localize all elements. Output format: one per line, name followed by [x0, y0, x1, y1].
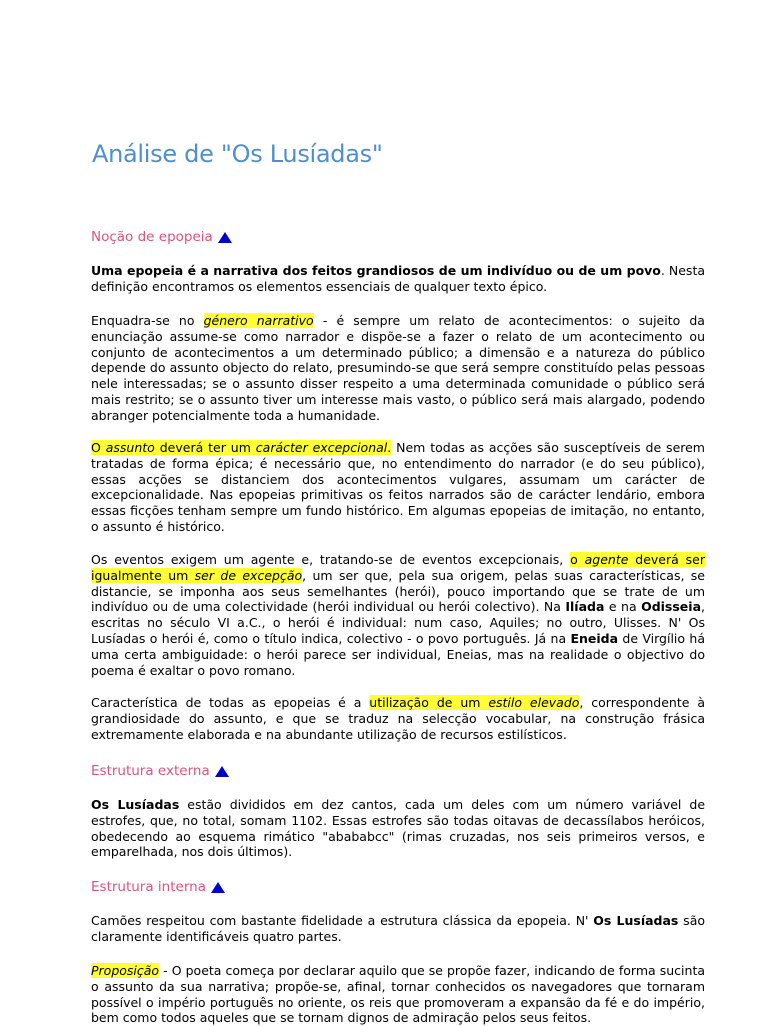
- back-to-top-triangle-icon[interactable]: [215, 766, 229, 777]
- paragraph-estrutura-externa: Os Lusíadas estão divididos em dez cantos, cada um deles com um número variável de estrofes, que, no total, somam 1102. Essas estrofes são todas oitavas de decassílabos heróicos, obedecendo ao esquema rimático "abababcc" (rimas cruzadas, nos seis primeiros versos, e emparelhada, nos dois últimos).: [91, 797, 706, 860]
- page-title: Análise de "Os Lusíadas": [92, 140, 383, 168]
- highlight-assunto: O assunto deverá ter um carácter excepcional.: [91, 440, 392, 455]
- paragraph-definicao: Uma epopeia é a narrativa dos feitos grandiosos de um indivíduo ou de um povo. Nesta definição encontramos os elementos essenciais de qualquer texto épico.: [91, 263, 706, 294]
- section-title: Noção de epopeia: [91, 229, 213, 245]
- paragraph-assunto: O assunto deverá ter um carácter excepcional. Nem todas as acções são susceptíveis de serem tratadas de forma épica; é necessário que, no entendimento do narrador (e do seu público), essas acções se distanciem dos acontecimentos vulgares, assumam um carácter de excepcionalidade. Nas epopeias primitivas os feitos narrados são de carácter lendário, embora essas ficções tenham sempre um fundo histórico. Em algumas epopeias de imitação, no entanto, o assunto é histórico.: [91, 440, 705, 534]
- paragraph-estrutura-interna: Camões respeitou com bastante fidelidade a estrutura clássica da epopeia. N' Os Lusíadas são claramente identificáveis quatro partes.: [91, 913, 705, 944]
- highlight-estilo: utilização de um estilo elevado: [369, 695, 580, 710]
- back-to-top-triangle-icon[interactable]: [218, 232, 232, 243]
- paragraph-proposicao: Proposição - O poeta começa por declarar aquilo que se propõe fazer, indicando de forma sucinta o assunto da sua narrativa; propõe-se, afinal, tornar conhecidos os navegadores que tornaram possível o império português no oriente, os reis que promoveram a expansão da fé e do império, bem como todos aqueles que se tornam dignos de admiração pelos seus feitos.: [91, 963, 705, 1026]
- paragraph-agente: Os eventos exigem um agente e, tratando-se de eventos excepcionais, o agente deverá ser igualmente um ser de excepção, um ser que, pela sua origem, pelas suas características, se distancie, se imponha aos seus semelhantes (herói), pouco importando que se trate de um indivíduo ou de uma colectividade (herói individual ou herói colectivo). Na Ilíada e na Odisseia, escritas no século VI a.C., o herói é individual: num caso, Aquiles; no outro, Ulisses. N' Os Lusíadas o herói é, como o título indica, colectivo - o povo português. Já na Eneida de Virgílio há uma certa ambiguidade: o herói parece ser individual, Eneias, mas na realidade o objectivo do poema é exaltar o povo romano.: [91, 552, 705, 678]
- paragraph-estilo: Característica de todas as epopeias é a utilização de um estilo elevado, correspondente à grandiosidade do assunto, e que se traduz na selecção vocabular, na construção frásica extremamente elaborada e na abundante utilização de recursos estilísticos.: [91, 695, 705, 742]
- section-nocao-de-epopeia: [91, 229, 232, 245]
- section-title: Estrutura externa: [91, 763, 210, 779]
- section-estrutura-externa: [91, 763, 229, 779]
- highlight-proposicao: Proposição: [91, 963, 160, 978]
- highlight-genero-narrativo: género narrativo: [203, 313, 314, 328]
- paragraph-genero-narrativo: Enquadra-se no género narrativo - é sempre um relato de acontecimentos: o sujeito da enunciação assume-se como narrador e dispõe-se a fazer o relato de um acontecimento ou conjunto de acontecimentos a um determinado público; a dimensão e a natureza do público depende do assunto objecto do relato, presumindo-se que será sempre constituído pelas pessoas nele interessadas; se o assunto disser respeito a uma determinada comunidade o público será mais restrito; se o assunto tiver um interesse mais vasto, o público será mais alargado, podendo abranger potencialmente toda a humanidade.: [91, 313, 705, 423]
- section-title: Estrutura interna: [91, 879, 206, 895]
- highlight-agente: o agente deverá ser igualmente um ser de excepção: [91, 552, 705, 583]
- bold-definition: Uma epopeia é a narrativa dos feitos grandiosos de um indivíduo ou de um povo: [91, 263, 661, 278]
- back-to-top-triangle-icon[interactable]: [211, 882, 225, 893]
- section-estrutura-interna: [91, 879, 225, 895]
